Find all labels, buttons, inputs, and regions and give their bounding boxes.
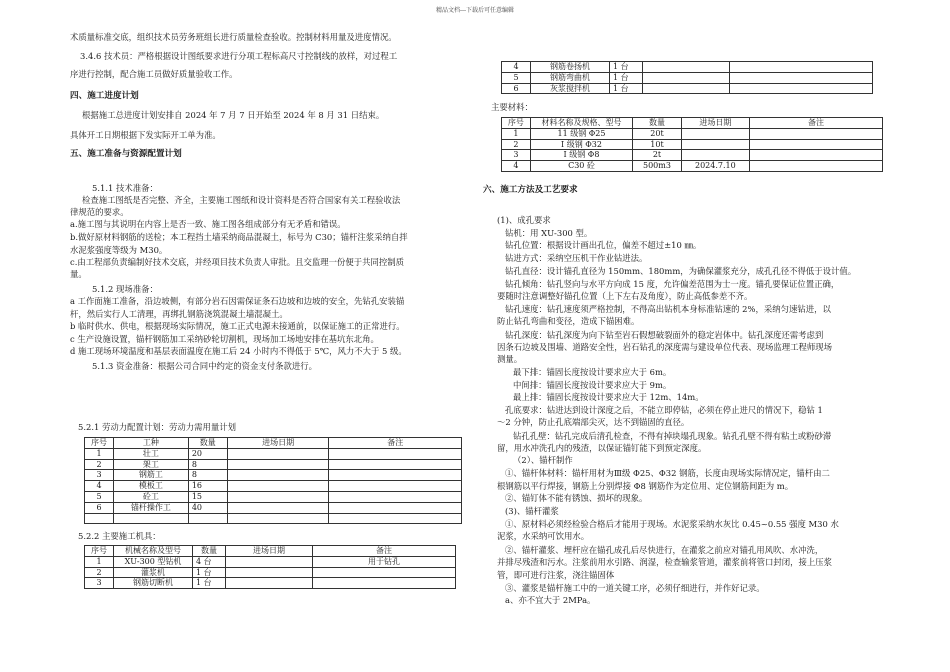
table-cell — [329, 481, 462, 492]
paragraph: 具体开工日期根据下发实际开工单为准。 — [70, 130, 221, 140]
table-cell: 1 — [85, 556, 114, 567]
table-cell: 10t — [633, 139, 682, 150]
table-row — [502, 150, 883, 161]
table-cell — [643, 72, 730, 83]
paragraph: 要随时注意调整好锚孔位置（上下左右及角度），防止高低参差不齐。 — [497, 291, 753, 301]
table-cell: 8 — [188, 470, 227, 481]
table-cell: 壮工 — [113, 448, 188, 459]
table-header-cell: 序号 — [85, 438, 114, 449]
table-cell: 500m3 — [633, 161, 682, 172]
subsection-heading: 5.1.1 技术准备： — [92, 183, 158, 193]
paragraph: 留，用水冲洗孔内的残渣，以保证锚钉能下到预定深度。 — [497, 443, 707, 453]
paragraph: b 临时供水、供电，根据现场实际情况，施工正式电源未接通前，以保证施工的正常进行。 — [70, 321, 405, 331]
table-cell — [749, 150, 882, 161]
table-header-cell: 备注 — [329, 438, 462, 449]
table-cell — [749, 161, 882, 172]
paragraph: 测量。 — [497, 354, 523, 364]
table-row — [85, 513, 462, 524]
table-header-row — [502, 118, 883, 129]
paragraph: 钻孔直径：设计锚孔直径为 150mm、180mm，为确保灌浆充分，成孔孔径不得低于设计值。 — [505, 266, 857, 276]
paragraph: 防止钻孔弯曲和变径，造成下锚困难。 — [497, 316, 640, 326]
table-cell: 40 — [188, 502, 227, 513]
table-cell: I 级钢 Φ8 — [530, 150, 632, 161]
machinery-table — [84, 545, 456, 589]
paragraph: 钻进方式：采纳空压机干作业钻进法。 — [505, 253, 648, 263]
table-header-cell: 序号 — [85, 546, 114, 557]
table-header-cell: 进场日期 — [226, 546, 313, 557]
table-header-cell: 序号 — [502, 118, 531, 129]
table-cell — [329, 470, 462, 481]
paragraph: （2）、锚杆制作 — [513, 455, 573, 465]
table-cell — [226, 567, 313, 578]
table-cell — [681, 139, 749, 150]
table-cell: 4 — [502, 62, 531, 73]
table-cell: 8 — [188, 459, 227, 470]
paragraph: 钻孔深度：钻孔深度为向下钻至岩石假想破裂面外的稳定岩体中。钻孔深度还需考虑到 — [505, 330, 824, 340]
table-header-row — [85, 546, 456, 557]
table-row — [502, 161, 883, 172]
table-cell: 15 — [188, 491, 227, 502]
table-cell: 16 — [188, 481, 227, 492]
table-cell: 架工 — [113, 459, 188, 470]
table-row — [85, 491, 462, 502]
paragraph: 最上排：锚固长度按设计要求应大于 12m、14m。 — [513, 392, 704, 402]
table-cell: 钢筋弯曲机 — [531, 72, 610, 83]
table-cell — [643, 83, 730, 94]
table-cell: 5 — [85, 491, 114, 502]
table-cell — [227, 502, 329, 513]
section-heading-4: 四、施工进度计划 — [70, 91, 139, 101]
paragraph: (3)、锚杆灌浆 — [505, 506, 559, 516]
machinery-table-continued — [501, 61, 873, 94]
paragraph: ～2 分钟，防止孔底端部尖灭，达不到锚固的直径。 — [497, 417, 690, 427]
table-cell — [329, 502, 462, 513]
table-row — [502, 128, 883, 139]
table-cell: 2 — [85, 567, 114, 578]
table-cell: 4 台 — [193, 556, 226, 567]
table-cell: 1 台 — [193, 567, 226, 578]
table-cell: 钢筋工 — [113, 470, 188, 481]
table-row — [502, 72, 873, 83]
table-cell — [329, 491, 462, 502]
table-cell — [643, 62, 730, 73]
paragraph: (1)、成孔要求 — [497, 215, 551, 225]
table-cell — [226, 578, 313, 589]
table-cell: XU-300 型钻机 — [114, 556, 193, 567]
paragraph: 孔底要求：钻进达到设计深度之后，不能立即停钻，必须在停止进尺的情况下，稳钻 1 — [505, 405, 823, 415]
table-cell: 3 — [85, 578, 114, 589]
table-cell: I 级钢 Φ32 — [530, 139, 632, 150]
table-cell — [227, 491, 329, 502]
table-cell: 2024.7.10 — [681, 161, 749, 172]
table-row — [85, 567, 456, 578]
paragraph: ①、原材料必须经检验合格后才能用于现场。水泥浆采纳水灰比 0.45~0.55 强度 M30 水 — [505, 519, 839, 529]
table-cell: 4 — [85, 481, 114, 492]
paragraph: 因条石边坡及围墙、道路安全性，岩石钻孔的深度需与建设单位代表、现场监理工程师现场 — [497, 342, 832, 352]
table-header-row — [85, 438, 462, 449]
table-cell: 模板工 — [113, 481, 188, 492]
table-cell — [227, 459, 329, 470]
paragraph: ②、锚钉体不能有锈蚀、损坏的现象。 — [505, 493, 648, 503]
paragraph: a.施工图与其说明在内容上是否一致、施工图各组成部分有无矛盾和错误。 — [70, 219, 346, 229]
table-header-cell: 数量 — [633, 118, 682, 129]
table-cell — [749, 128, 882, 139]
table-row — [85, 470, 462, 481]
table-cell: 灌浆机 — [114, 567, 193, 578]
table-cell: 1 台 — [193, 578, 226, 589]
table-cell: 2t — [633, 150, 682, 161]
table-cell: 5 — [502, 72, 531, 83]
table-cell — [329, 448, 462, 459]
paragraph: ③、灌浆是锚杆施工中的一道关键工序，必须仔细进行，并作好记录。 — [505, 583, 765, 593]
table-cell — [681, 150, 749, 161]
table-cell — [227, 470, 329, 481]
table-cell — [329, 459, 462, 470]
table-row — [502, 83, 873, 94]
table-row — [85, 481, 462, 492]
table-cell: 2 — [85, 459, 114, 470]
paragraph: 泥浆，水采纳可饮用水。 — [497, 531, 590, 541]
paragraph: 3.4.6 技术员：严格根据设计图纸要求进行分项工程标高尺寸控制线的放样，对过程工 — [80, 51, 398, 61]
table-cell: 1 台 — [610, 72, 643, 83]
table-cell — [227, 481, 329, 492]
paragraph: ②、锚杆灌浆、埋杆应在锚孔成孔后尽快进行，在灌浆之前应对锚孔用风吹、水冲洗， — [505, 545, 824, 555]
table-cell — [681, 128, 749, 139]
paragraph: 术质量标准交底，组织技术员劳务班组长进行质量检查验收。控制材料用量及进度情况。 — [70, 32, 397, 42]
table-cell — [730, 83, 873, 94]
table-cell — [313, 567, 456, 578]
table-cell: 2 — [502, 139, 531, 150]
materials-table — [501, 117, 883, 172]
table-cell: 3 — [85, 470, 114, 481]
paragraph: 水泥浆强度等级为 M30。 — [70, 245, 168, 255]
labor-table — [84, 437, 462, 524]
paragraph: 钻孔孔壁：钻孔完成后清孔检查，不得有掉块塌孔现象。钻孔孔壁不得有粘土或粉砂滞 — [513, 431, 832, 441]
page-header: 精品文档---下载后可任意编辑 — [435, 7, 515, 14]
paragraph: 管，即可进行注浆，浇注锚固体 — [497, 570, 615, 580]
table-cell — [749, 139, 882, 150]
table-row — [85, 448, 462, 459]
table-cell — [226, 556, 313, 567]
table-cell: 20t — [633, 128, 682, 139]
table-cell: 锚杆操作工 — [113, 502, 188, 513]
table-header-cell: 数量 — [193, 546, 226, 557]
paragraph: 钻孔位置：根据设计画出孔位，偏差不超过±10 ㎜。 — [505, 240, 702, 250]
table-row — [85, 459, 462, 470]
table-cell: 1 台 — [610, 83, 643, 94]
paragraph: 根钢筋以平行焊接，钢筋上分别焊接 Φ8 钢筋作为定位用、定位钢筋间距为 m。 — [497, 481, 794, 491]
table-cell: 3 — [502, 150, 531, 161]
table-cell: 1 — [85, 448, 114, 459]
table-cell — [730, 72, 873, 83]
table-cell: 11 级钢 Φ25 — [530, 128, 632, 139]
paragraph: c.由工程部负责编制好技术交底，并经项目技术负责人审批。且交监理一份便于共同控制质 — [70, 257, 404, 267]
table-cell: 1 — [502, 128, 531, 139]
table-header-cell: 进场日期 — [227, 438, 329, 449]
table-row — [85, 578, 456, 589]
table-cell — [730, 62, 873, 73]
paragraph: 根据施工总进度计划安排自 2024 年 7 月 7 日开始至 2024 年 8 月 31 日结束。 — [82, 110, 385, 120]
subsection-heading: 5.1.3 资金准备：根据公司合同中约定的资金支付条款进行。 — [92, 361, 317, 371]
section-heading-5: 五、施工准备与资源配置计划 — [70, 149, 182, 159]
table-row — [85, 556, 456, 567]
table-row — [502, 139, 883, 150]
table-cell: 6 — [85, 502, 114, 513]
table-cell: 砼工 — [113, 491, 188, 502]
table-header-cell: 机械名称及型号 — [114, 546, 193, 557]
subsection-heading: 5.2.2 主要施工机具： — [78, 531, 161, 541]
table-cell: 钢筋切断机 — [114, 578, 193, 589]
table-header-cell: 工种 — [113, 438, 188, 449]
paragraph: 量。 — [70, 269, 87, 279]
table-cell: 1 台 — [610, 62, 643, 73]
table-cell: 6 — [502, 83, 531, 94]
table-header-cell: 备注 — [749, 118, 882, 129]
table-cell: 4 — [502, 161, 531, 172]
paragraph: d 施工现场环境温度和基层表面温度在施工后 24 小时内不得低于 5℃，风力不大于 5 级。 — [70, 346, 407, 356]
paragraph: 序进行控制，配合施工员做好质量验收工作。 — [70, 69, 238, 79]
subsection-heading: 5.1.2 现场准备： — [92, 284, 158, 294]
table-row — [85, 502, 462, 513]
paragraph: 钻机：用 XU-300 型。 — [505, 228, 593, 238]
paragraph: a、亦不宜大于 2MPa。 — [505, 595, 596, 605]
table-header-cell: 数量 — [188, 438, 227, 449]
table-cell: C30 砼 — [530, 161, 632, 172]
paragraph: 中间排：锚固长度按设计要求应大于 9m。 — [513, 380, 672, 390]
paragraph: 最下排：锚固长度按设计要求应大于 6m。 — [513, 367, 672, 377]
paragraph: 律规范的要求。 — [70, 207, 129, 217]
paragraph: 并排尽残渣和污水。注浆前用水引路、润湿，检查输浆管道，灌浆前将管口封闭，接上压浆 — [497, 557, 832, 567]
subsection-heading: 5.2.1 劳动力配置计划：劳动力需用量计划 — [78, 422, 236, 432]
table-cell: 20 — [188, 448, 227, 459]
table-cell: 钢筋卷扬机 — [531, 62, 610, 73]
table-cell — [313, 578, 456, 589]
paragraph: b.做好原材料钢筋的送检；本工程挡土墙采纳商品混凝土，标号为 C30；锚杆注浆采纳自拌 — [70, 232, 408, 242]
paragraph: ①、锚杆体材料：锚杆用材为Ⅲ级 Φ25、Φ32 钢筋，长度由现场实际情况定，锚杆由二 — [505, 468, 830, 478]
table-cell — [227, 448, 329, 459]
paragraph: 钻孔速度：钻孔速度须严格控制，不得高出钻机本身标准钻速的 2%，采纳匀速钻进，以 — [505, 304, 831, 314]
section-heading-6: 六、施工方法及工艺要求 — [483, 185, 578, 195]
subsection-heading: 主要材料： — [491, 102, 533, 112]
table-header-cell: 备注 — [313, 546, 456, 557]
table-header-cell: 材料名称及规格、型号 — [530, 118, 632, 129]
paragraph: a 工作面施工准备，沿边坡侧，有部分岩石因需保证条石边坡和边坡的安全，先钻孔安装锚 — [70, 296, 405, 306]
table-cell: 灰浆搅拌机 — [531, 83, 610, 94]
paragraph: c 生产设施设置，锚杆钢筋加工采纳砂轮切割机，现场加工场地安排在基坑东北角。 — [70, 334, 379, 344]
table-cell: 用于钻孔 — [313, 556, 456, 567]
table-row — [502, 62, 873, 73]
table-header-cell: 进场日期 — [681, 118, 749, 129]
paragraph: 钻孔倾角：钻孔竖向与水平方向成 15 度，允许偏差范围为士一度。锚孔要保证位置正确， — [505, 279, 840, 289]
paragraph: 杆，然后实行人工清理，再绑扎钢筋浇筑混凝土墙混凝土。 — [70, 309, 288, 319]
paragraph: 检查施工图纸是否完整、齐全，主要施工图纸和设计资料是否符合国家有关工程验收法 — [82, 195, 401, 205]
